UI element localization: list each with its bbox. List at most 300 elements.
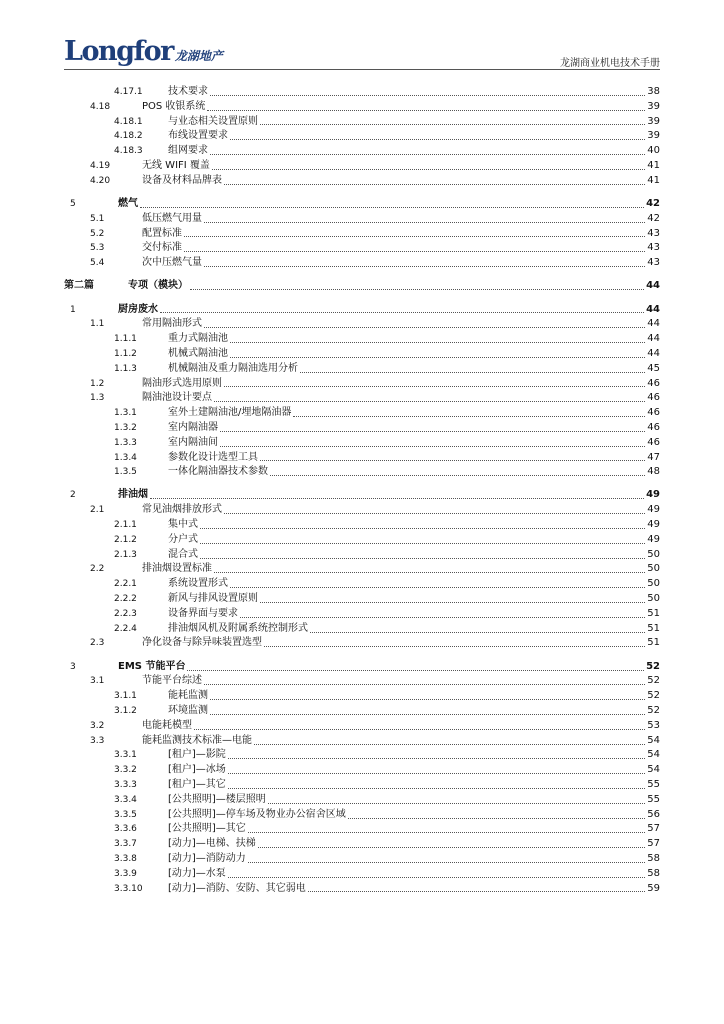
toc-page-number: 49	[647, 504, 660, 516]
toc-dot-leader	[140, 207, 644, 208]
toc-entry-line	[168, 465, 660, 480]
toc-page-number: 50	[647, 578, 660, 590]
toc-entry-title: 与业态相关设置原则	[168, 115, 258, 130]
toc-dot-leader	[248, 832, 645, 833]
toc-entry[interactable]	[64, 347, 660, 362]
toc-entry-title: [动力]—电梯、扶梯	[168, 837, 256, 852]
toc-dot-leader	[230, 342, 645, 343]
toc-entry-number: 5.2	[90, 228, 105, 239]
toc-entry[interactable]	[64, 174, 660, 189]
toc-entry-number: 2.1.1	[114, 520, 137, 531]
toc-page-number: 40	[647, 145, 660, 157]
toc-dot-leader	[210, 714, 645, 715]
toc-entry-title: 排油烟设置标准	[142, 562, 212, 577]
toc-page-number: 42	[647, 212, 660, 224]
logo-wordmark: Longfor	[64, 36, 173, 67]
toc-dot-leader	[220, 431, 645, 432]
toc-page-number: 42	[646, 197, 660, 209]
toc-entry-line	[168, 548, 660, 563]
page-header	[64, 34, 660, 70]
toc-entry-title: 环境监测	[168, 704, 208, 719]
toc-dot-leader	[270, 475, 645, 476]
toc-page-number: 56	[647, 808, 660, 820]
toc-entry-number: 5.3	[90, 243, 105, 254]
toc-entry-line	[168, 822, 660, 837]
toc-entry-line	[142, 636, 660, 651]
toc-page-number: 43	[647, 242, 660, 254]
toc-entry-title: 分户式	[168, 533, 198, 548]
toc-dot-leader	[214, 572, 645, 573]
toc-dot-leader	[230, 139, 645, 140]
toc-entry[interactable]	[64, 636, 660, 651]
toc-page-number: 51	[647, 622, 660, 634]
toc-entry-line	[168, 607, 660, 622]
toc-entry-title: 设备及材料品牌表	[142, 174, 222, 189]
toc-entry-line	[168, 808, 660, 823]
toc-entry-number: 4.17.1	[114, 87, 143, 97]
toc-page-number: 46	[647, 392, 660, 404]
toc-page-number: 39	[647, 130, 660, 142]
toc-entry-number: 4.18.1	[114, 116, 143, 127]
toc-entry-line	[168, 406, 660, 421]
toc-page-number: 52	[647, 690, 660, 702]
toc-entry-number: 3.3.6	[114, 824, 137, 835]
toc-entry-line	[168, 144, 660, 159]
toc-entry[interactable]	[64, 100, 660, 115]
toc-entry-title: 集中式	[168, 518, 198, 533]
logo-chinese-name: 龙湖地产	[174, 49, 223, 63]
toc-entry[interactable]	[64, 793, 660, 808]
toc-entry-number: 3.3.3	[114, 780, 137, 791]
toc-entry-title: 技术要求	[168, 85, 208, 100]
toc-entry[interactable]	[64, 256, 660, 271]
toc-dot-leader	[184, 236, 645, 237]
toc-entry-number: 1.1.3	[114, 363, 137, 374]
toc-dot-leader	[260, 124, 645, 125]
toc-entry-number: 4.20	[90, 175, 111, 186]
toc-entry-title: [公共照明]—楼层照明	[168, 793, 266, 808]
toc-entry-title: 专项（模块）	[128, 279, 188, 294]
toc-entry-number: 5.1	[90, 213, 105, 224]
toc-dot-leader	[240, 617, 645, 618]
toc-page-number: 50	[647, 563, 660, 575]
toc-entry[interactable]	[64, 518, 660, 533]
toc-entry-title: 机械式隔油池	[168, 347, 228, 362]
toc-entry-line	[118, 660, 660, 675]
toc-dot-leader	[254, 744, 645, 745]
toc-entry-number: 3.1.2	[114, 706, 137, 717]
toc-entry[interactable]	[64, 577, 660, 592]
toc-entry[interactable]	[64, 362, 660, 377]
toc-page-number: 55	[647, 793, 660, 805]
toc-entry-number: 3.3	[90, 735, 105, 746]
toc-entry-line	[168, 778, 660, 793]
toc-entry[interactable]	[64, 197, 660, 212]
toc-entry-line	[168, 518, 660, 533]
toc-entry[interactable]	[64, 85, 660, 100]
toc-entry-number: 1.1.1	[114, 334, 137, 345]
toc-entry[interactable]	[64, 837, 660, 852]
toc-page-number: 46	[647, 377, 660, 389]
toc-entry-title: 室内隔油器	[168, 421, 218, 436]
toc-dot-leader	[224, 513, 645, 514]
toc-entry-title: [公共照明]—停车场及物业办公宿舍区域	[168, 808, 346, 823]
toc-entry-line	[168, 115, 660, 130]
toc-entry[interactable]	[64, 144, 660, 159]
toc-entry-line	[168, 852, 660, 867]
toc-entry[interactable]	[64, 822, 660, 837]
toc-dot-leader	[228, 788, 645, 789]
toc-entry[interactable]	[64, 406, 660, 421]
toc-page-number: 52	[646, 660, 660, 672]
document-title: 龙湖商业机电技术手册	[560, 58, 660, 69]
toc-page-number: 53	[647, 719, 660, 731]
toc-entry-title: [租户]—其它	[168, 778, 226, 793]
toc-entry-line	[168, 689, 660, 704]
toc-entry[interactable]	[64, 660, 660, 675]
toc-entry-title: 重力式隔油池	[168, 332, 228, 347]
toc-page-number: 38	[647, 86, 660, 97]
toc-page-number: 44	[647, 318, 660, 330]
toc-dot-leader	[210, 154, 645, 155]
toc-entry[interactable]	[64, 674, 660, 689]
toc-dot-leader	[210, 95, 645, 96]
toc-entry-number: 2.2.4	[114, 623, 137, 634]
toc-entry-line	[168, 882, 660, 897]
toc-entry[interactable]	[64, 734, 660, 749]
toc-dot-leader	[268, 803, 645, 804]
toc-page-number: 43	[647, 257, 660, 269]
toc-entry-title: 混合式	[168, 548, 198, 563]
toc-dot-leader	[308, 891, 645, 892]
toc-entry-line	[118, 303, 660, 318]
toc-entry-title: 厨房废水	[118, 303, 158, 318]
toc-entry-number: 1.3.1	[114, 408, 137, 419]
toc-page-number: 44	[647, 333, 660, 345]
toc-dot-leader	[230, 357, 645, 358]
toc-entry-title: 室内隔油间	[168, 436, 218, 451]
toc-entry-number: 1.3.3	[114, 437, 137, 448]
toc-page-number: 45	[647, 362, 660, 374]
toc-entry-line	[142, 377, 660, 392]
toc-entry-line	[168, 837, 660, 852]
toc-entry-line	[168, 347, 660, 362]
toc-entry[interactable]	[64, 882, 660, 897]
toc-entry[interactable]	[64, 391, 660, 406]
toc-entry-title: POS 收银系统	[142, 100, 205, 115]
toc-dot-leader	[228, 758, 645, 759]
toc-entry-number: 2.1	[90, 505, 105, 516]
toc-entry-title: 低压燃气用量	[142, 212, 202, 227]
toc-entry-line	[168, 85, 660, 100]
toc-entry[interactable]	[64, 129, 660, 144]
toc-entry-number: 1.3.4	[114, 452, 137, 463]
toc-entry-line	[168, 362, 660, 377]
toc-entry-title: 常用隔油形式	[142, 317, 202, 332]
toc-dot-leader	[212, 169, 645, 170]
toc-dot-leader	[258, 847, 645, 848]
toc-entry-title: EMS 节能平台	[118, 660, 185, 675]
toc-dot-leader	[194, 729, 645, 730]
toc-page-number: 49	[647, 519, 660, 531]
toc-dot-leader	[224, 184, 645, 185]
toc-dot-leader	[224, 386, 645, 387]
toc-page-number: 43	[647, 227, 660, 239]
toc-entry-line	[142, 174, 660, 189]
toc-entry-number: 4.18.3	[114, 146, 143, 157]
toc-page-number: 44	[646, 303, 660, 315]
toc-entry[interactable]	[64, 212, 660, 227]
toc-entry-title: 机械隔油及重力隔油选用分析	[168, 362, 298, 377]
toc-page-number: 44	[646, 280, 660, 292]
toc-entry[interactable]	[64, 436, 660, 451]
toc-entry-number: 1.3.5	[114, 467, 137, 478]
toc-dot-leader	[264, 646, 645, 647]
toc-entry-line	[118, 488, 660, 503]
toc-entry-title: 节能平台综述	[142, 674, 202, 689]
toc-entry-title: 电能耗模型	[142, 719, 192, 734]
toc-dot-leader	[348, 818, 645, 819]
toc-entry[interactable]	[64, 279, 660, 294]
toc-entry-line	[142, 227, 660, 242]
toc-entry-number: 4.18	[90, 101, 111, 112]
toc-entry[interactable]	[64, 159, 660, 174]
toc-entry-line	[142, 159, 660, 174]
toc-entry[interactable]	[64, 622, 660, 637]
toc-entry[interactable]	[64, 689, 660, 704]
toc-entry-line	[142, 391, 660, 406]
toc-entry-number: 1.3.2	[114, 422, 137, 433]
toc-entry-title: 排油烟风机及附属系统控制形式	[168, 622, 308, 637]
toc-entry-number: 2.1.2	[114, 534, 137, 545]
toc-entry-number: 2.1.3	[114, 549, 137, 560]
toc-entry-line	[142, 734, 660, 749]
toc-entry[interactable]	[64, 778, 660, 793]
toc-entry-line	[168, 867, 660, 882]
toc-entry[interactable]	[64, 303, 660, 318]
toc-dot-leader	[310, 632, 645, 633]
toc-dot-leader	[214, 401, 645, 402]
toc-entry-title: 常见油烟排放形式	[142, 503, 222, 518]
toc-entry-number: 2.2	[90, 564, 105, 575]
toc-entry-title: 设备界面与要求	[168, 607, 238, 622]
toc-section-gap	[64, 271, 660, 279]
toc-dot-leader	[210, 699, 645, 700]
toc-entry-number: 3.2	[90, 720, 105, 731]
toc-dot-leader	[204, 266, 645, 267]
toc-entry-line	[128, 279, 660, 294]
toc-entry-title: 布线设置要求	[168, 129, 228, 144]
toc-page-number: 52	[647, 705, 660, 717]
toc-entry-title: 配置标准	[142, 227, 182, 242]
toc-entry-line	[168, 763, 660, 778]
toc-page-number: 54	[647, 734, 660, 746]
toc-entry[interactable]	[64, 533, 660, 548]
toc-entry-number: 3.3.10	[114, 883, 143, 894]
toc-entry[interactable]	[64, 465, 660, 480]
toc-entry-title: 参数化设计选型工具	[168, 451, 258, 466]
toc-dot-leader	[204, 222, 645, 223]
toc-entry-number: 3.3.4	[114, 794, 137, 805]
toc-page-number: 39	[647, 115, 660, 127]
toc-entry[interactable]	[64, 241, 660, 256]
toc-entry[interactable]	[64, 332, 660, 347]
toc-dot-leader	[293, 416, 645, 417]
toc-entry-title: [动力]—水泵	[168, 867, 226, 882]
toc-entry-number: 2	[70, 490, 76, 501]
toc-entry-title: 室外土建隔油池/埋地隔油器	[168, 406, 291, 421]
toc-dot-leader	[228, 877, 645, 878]
toc-entry-title: [租户]—影院	[168, 748, 226, 763]
toc-dot-leader	[190, 289, 644, 290]
toc-entry[interactable]	[64, 503, 660, 518]
toc-entry-line	[168, 592, 660, 607]
longfor-logo	[64, 36, 223, 67]
toc-entry-number: 1	[70, 304, 76, 315]
toc-dot-leader	[220, 446, 645, 447]
toc-entry[interactable]	[64, 488, 660, 503]
header-divider	[64, 69, 660, 70]
toc-entry-line	[142, 719, 660, 734]
toc-entry-number: 4.18.2	[114, 131, 143, 142]
toc-entry[interactable]	[64, 377, 660, 392]
toc-entry-line	[118, 197, 660, 212]
toc-page-number: 46	[647, 407, 660, 419]
toc-entry[interactable]	[64, 317, 660, 332]
toc-section-gap	[64, 651, 660, 659]
toc-section-gap	[64, 480, 660, 488]
toc-section-gap	[64, 294, 660, 302]
toc-page-number: 46	[647, 436, 660, 448]
toc-page-number: 46	[647, 421, 660, 433]
toc-entry[interactable]	[64, 748, 660, 763]
toc-entry[interactable]	[64, 227, 660, 242]
toc-dot-leader	[150, 498, 644, 499]
toc-page-number: 54	[647, 764, 660, 776]
toc-entry-title: 系统设置形式	[168, 577, 228, 592]
toc-entry-title: 新风与排风设置原则	[168, 592, 258, 607]
toc-dot-leader	[260, 602, 645, 603]
toc-entry-line	[168, 436, 660, 451]
toc-entry-number: 3	[70, 661, 76, 672]
toc-entry-number: 3.3.8	[114, 854, 137, 864]
toc-entry-title: 燃气	[118, 197, 138, 212]
toc-page-number: 54	[647, 749, 660, 761]
toc-entry-line	[168, 704, 660, 719]
toc-entry-line	[142, 212, 660, 227]
toc-entry-number: 1.1	[90, 319, 105, 330]
toc-entry-line	[142, 674, 660, 689]
table-of-contents	[64, 85, 660, 896]
toc-entry-number: 5	[70, 198, 76, 209]
toc-dot-leader	[200, 558, 645, 559]
toc-entry-number: 2.2.1	[114, 579, 137, 590]
toc-entry-title: 能耗监测技术标准—电能	[142, 734, 252, 749]
toc-entry-title: 次中压燃气量	[142, 256, 202, 271]
toc-page-number: 57	[647, 823, 660, 835]
toc-entry-title: 隔油形式选用原则	[142, 377, 222, 392]
toc-dot-leader	[207, 110, 645, 111]
toc-entry-title: 无线 WIFI 覆盖	[142, 159, 210, 174]
toc-page-number: 55	[647, 779, 660, 791]
toc-entry[interactable]	[64, 451, 660, 466]
toc-entry-number: 2.3	[90, 638, 105, 649]
toc-entry-line	[168, 332, 660, 347]
toc-entry-line	[142, 562, 660, 577]
toc-page-number: 49	[647, 533, 660, 545]
toc-entry-title: 隔油池设计要点	[142, 391, 212, 406]
toc-entry-line	[168, 451, 660, 466]
toc-page-number: 51	[647, 637, 660, 649]
toc-dot-leader	[160, 312, 644, 313]
toc-entry[interactable]	[64, 852, 660, 867]
toc-page-number: 44	[647, 347, 660, 359]
toc-entry-line	[168, 748, 660, 763]
toc-entry-line	[142, 256, 660, 271]
toc-entry-number: 3.3.1	[114, 750, 137, 761]
toc-entry-line	[142, 317, 660, 332]
toc-dot-leader	[228, 773, 645, 774]
toc-entry-number: 3.3.9	[114, 868, 137, 879]
toc-entry-title: 净化设备与除异味装置选型	[142, 636, 262, 651]
toc-entry-number: 3.1.1	[114, 691, 137, 702]
toc-page-number: 58	[647, 867, 660, 879]
toc-page-number: 49	[646, 489, 660, 501]
toc-entry-title: [公共照明]—其它	[168, 822, 246, 837]
toc-entry[interactable]	[64, 808, 660, 823]
toc-entry-line	[168, 421, 660, 436]
toc-entry[interactable]	[64, 719, 660, 734]
toc-entry[interactable]	[64, 115, 660, 130]
toc-entry-number: 4.19	[90, 160, 111, 171]
toc-page-number: 48	[647, 466, 660, 478]
toc-entry-number: 2.2.3	[114, 608, 137, 619]
toc-entry-number: 1.2	[90, 378, 105, 389]
toc-entry[interactable]	[64, 421, 660, 436]
toc-entry-line	[168, 577, 660, 592]
toc-entry-number: 3.3.7	[114, 839, 137, 850]
toc-entry[interactable]	[64, 704, 660, 719]
toc-page-number: 41	[647, 159, 660, 171]
toc-entry[interactable]	[64, 592, 660, 607]
toc-entry-title: 一体化隔油器技术参数	[168, 465, 268, 480]
toc-entry-line	[168, 129, 660, 144]
toc-section-gap	[64, 189, 660, 197]
toc-page-number: 50	[647, 548, 660, 560]
toc-entry-line	[142, 503, 660, 518]
toc-entry-title: 排油烟	[118, 488, 148, 503]
toc-entry-number: 5.4	[90, 258, 105, 269]
toc-entry-title: [动力]—消防动力	[168, 852, 246, 867]
toc-entry[interactable]	[64, 763, 660, 778]
toc-dot-leader	[230, 587, 645, 588]
toc-entry-number: 1.1.2	[114, 348, 137, 359]
toc-dot-leader	[204, 327, 645, 328]
toc-dot-leader	[200, 528, 645, 529]
toc-dot-leader	[204, 684, 645, 685]
toc-entry-title: 能耗监测	[168, 689, 208, 704]
toc-entry-number: 3.3.2	[114, 765, 137, 776]
toc-entry[interactable]	[64, 867, 660, 882]
toc-entry[interactable]	[64, 562, 660, 577]
toc-entry[interactable]	[64, 548, 660, 563]
toc-entry-title: 组网要求	[168, 144, 208, 159]
toc-dot-leader	[200, 543, 645, 544]
toc-entry[interactable]	[64, 607, 660, 622]
toc-dot-leader	[248, 862, 645, 863]
toc-entry-number: 1.3	[90, 393, 105, 404]
toc-page-number: 52	[647, 675, 660, 687]
